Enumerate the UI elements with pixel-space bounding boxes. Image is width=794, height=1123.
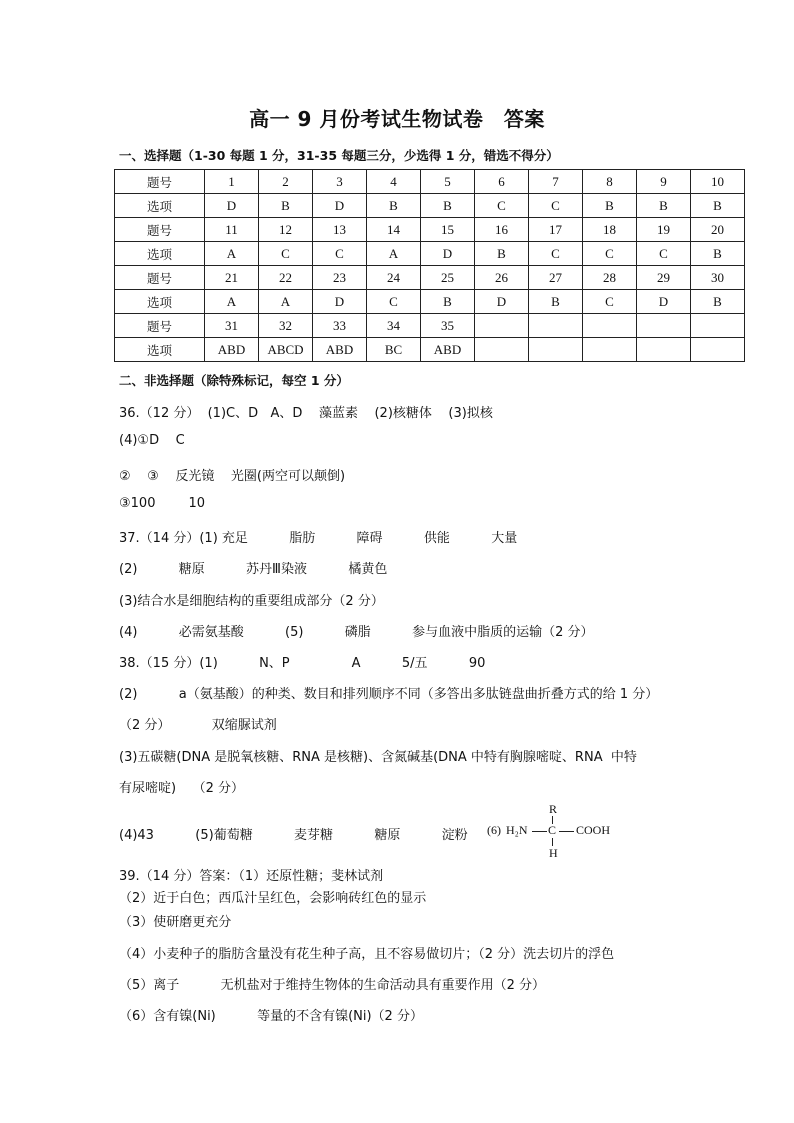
answer-cell: D	[637, 290, 691, 314]
table-row-answer	[115, 290, 745, 314]
answer-cell: ABCD	[259, 338, 313, 362]
row-label-answer: 选项	[115, 242, 205, 266]
question-number-cell	[583, 314, 637, 338]
answer-cell: B	[691, 242, 745, 266]
question-number-cell	[529, 314, 583, 338]
table-row-question	[115, 218, 745, 242]
answer-cell: C	[475, 194, 529, 218]
row-label-question: 题号	[115, 170, 205, 194]
answer-cell: C	[313, 242, 367, 266]
answer-cell: B	[691, 194, 745, 218]
answer-line-37-1: 37.（14 分）(1) 充足 脂肪 障碍 供能 大量	[119, 531, 518, 546]
table-row-answer	[115, 194, 745, 218]
answer-line-38-5: 有尿嘧啶) （2 分）	[119, 781, 245, 796]
answer-cell: C	[529, 242, 583, 266]
section-heading-choice: 一、选择题（1-30 每题 1 分，31-35 每题三分，少选得 1 分，错选不得分）	[119, 148, 559, 163]
question-number-cell: 31	[205, 314, 259, 338]
answer-cell: BC	[367, 338, 421, 362]
answer-cell: C	[367, 290, 421, 314]
row-label-answer: 选项	[115, 290, 205, 314]
question-number-cell: 5	[421, 170, 475, 194]
answer-line-38-6: (4)43 (5)葡萄糖 麦芽糖 糖原 淀粉	[119, 828, 468, 843]
question-number-cell: 22	[259, 266, 313, 290]
answer-cell: C	[259, 242, 313, 266]
row-label-question: 题号	[115, 314, 205, 338]
answer-cell: D	[475, 290, 529, 314]
row-label-answer: 选项	[115, 194, 205, 218]
answer-cell: C	[583, 290, 637, 314]
answer-line-39-4: （4）小麦种子的脂肪含量没有花生种子高，且不容易做切片；（2 分）洗去切片的浮色	[119, 947, 615, 962]
answer-table	[114, 169, 745, 362]
question-number-cell: 29	[637, 266, 691, 290]
answer-cell: B	[421, 194, 475, 218]
answer-line-38-4: (3)五碳糖(DNA 是脱氧核糖、RNA 是核糖)、含氮碱基(DNA 中特有胸腺嘧啶、RNA 中特	[119, 750, 637, 765]
question-number-cell: 2	[259, 170, 313, 194]
question-number-cell: 9	[637, 170, 691, 194]
question-number-cell: 10	[691, 170, 745, 194]
answer-cell: D	[313, 194, 367, 218]
answer-cell	[583, 338, 637, 362]
row-label-question: 题号	[115, 266, 205, 290]
question-number-cell: 17	[529, 218, 583, 242]
answer-cell	[475, 338, 529, 362]
question-number-cell	[691, 314, 745, 338]
table-row-question	[115, 314, 745, 338]
formula-carboxyl-group: COOH	[576, 823, 611, 837]
table-row-answer	[115, 338, 745, 362]
question-number-cell: 18	[583, 218, 637, 242]
row-label-answer: 选项	[115, 338, 205, 362]
table-row-question	[115, 170, 745, 194]
question-number-cell: 20	[691, 218, 745, 242]
answer-cell: A	[259, 290, 313, 314]
table-row-question	[115, 266, 745, 290]
answer-line-37-4: (4) 必需氨基酸 (5) 磷脂 参与血液中脂质的运输（2 分）	[119, 625, 594, 640]
answer-line-36-3: ② ③ 反光镜 光圈(两空可以颠倒)	[119, 469, 346, 484]
question-number-cell: 28	[583, 266, 637, 290]
answer-cell: C	[637, 242, 691, 266]
question-number-cell: 16	[475, 218, 529, 242]
answer-cell: B	[259, 194, 313, 218]
page-title: 高一 9 月份考试生物试卷 答案	[249, 107, 545, 131]
section-heading-nonchoice: 二、非选择题（除特殊标记，每空 1 分）	[119, 373, 349, 388]
question-number-cell: 13	[313, 218, 367, 242]
answer-line-39-6: （6）含有镍(Ni) 等量的不含有镍(Ni)（2 分）	[119, 1009, 423, 1024]
question-number-cell: 1	[205, 170, 259, 194]
question-number-cell: 26	[475, 266, 529, 290]
question-number-cell: 6	[475, 170, 529, 194]
answer-cell: ABD	[313, 338, 367, 362]
answer-cell: D	[205, 194, 259, 218]
answer-line-36-2: (4)①D C	[119, 433, 185, 448]
question-number-cell: 21	[205, 266, 259, 290]
answer-line-36-1: 36.（12 分） (1)C、D A、D 藻蓝素 (2)核糖体 (3)拟核	[119, 406, 493, 421]
answer-line-37-3: (3)结合水是细胞结构的重要组成部分（2 分）	[119, 594, 384, 609]
answer-cell	[529, 338, 583, 362]
question-number-cell: 30	[691, 266, 745, 290]
question-number-cell: 8	[583, 170, 637, 194]
answer-cell	[637, 338, 691, 362]
answer-cell: B	[583, 194, 637, 218]
question-number-cell: 14	[367, 218, 421, 242]
formula-bond-left	[532, 831, 547, 832]
answer-cell: ABD	[205, 338, 259, 362]
answer-cell: D	[313, 290, 367, 314]
answer-cell: ABD	[421, 338, 475, 362]
formula-alpha-carbon: C	[548, 823, 557, 837]
formula-hydrogen: H	[549, 846, 558, 860]
answer-cell: C	[583, 242, 637, 266]
answer-cell: B	[529, 290, 583, 314]
question-number-cell: 12	[259, 218, 313, 242]
formula-bond-bottom	[552, 838, 553, 846]
question-number-cell: 35	[421, 314, 475, 338]
answer-line-38-1: 38.（15 分）(1) N、P A 5/五 90	[119, 656, 486, 671]
question-number-cell: 24	[367, 266, 421, 290]
formula-bond-right	[559, 831, 574, 832]
amino-acid-formula	[487, 800, 637, 862]
question-number-cell: 3	[313, 170, 367, 194]
row-label-question: 题号	[115, 218, 205, 242]
answer-cell: A	[205, 290, 259, 314]
question-number-cell: 25	[421, 266, 475, 290]
question-number-cell: 27	[529, 266, 583, 290]
question-number-cell	[637, 314, 691, 338]
formula-prefix: (6)	[487, 823, 501, 837]
question-number-cell: 32	[259, 314, 313, 338]
question-number-cell	[475, 314, 529, 338]
answer-line-38-3: （2 分） 双缩脲试剂	[119, 718, 277, 733]
answer-cell: B	[421, 290, 475, 314]
answer-line-36-4: ③100 10	[119, 496, 206, 511]
answer-cell: C	[529, 194, 583, 218]
answer-line-39-5: （5）离子 无机盐对于维持生物体的生命活动具有重要作用（2 分）	[119, 978, 545, 993]
answer-cell: B	[367, 194, 421, 218]
question-number-cell: 23	[313, 266, 367, 290]
answer-line-37-2: (2) 糖原 苏丹Ⅲ染液 橘黄色	[119, 562, 388, 577]
formula-amino-group: H₂N	[506, 823, 528, 837]
question-number-cell: 33	[313, 314, 367, 338]
answer-cell: B	[691, 290, 745, 314]
answer-cell	[691, 338, 745, 362]
answer-line-38-2: (2) a（氨基酸）的种类、数目和排列顺序不同（多答出多肽链盘曲折叠方式的给 1 分）	[119, 687, 659, 702]
answer-cell: B	[475, 242, 529, 266]
answer-cell: B	[637, 194, 691, 218]
answer-line-39-2: （2）近于白色；西瓜汁呈红色，会影响砖红色的显示	[119, 891, 427, 906]
answer-line-39-3: （3）使研磨更充分	[119, 915, 232, 930]
formula-r-group: R	[549, 802, 558, 816]
answer-cell: A	[367, 242, 421, 266]
question-number-cell: 19	[637, 218, 691, 242]
question-number-cell: 11	[205, 218, 259, 242]
answer-line-39-1: 39.（14 分）答案：（1）还原性糖；斐林试剂	[119, 869, 384, 884]
question-number-cell: 15	[421, 218, 475, 242]
table-row-answer	[115, 242, 745, 266]
question-number-cell: 34	[367, 314, 421, 338]
question-number-cell: 7	[529, 170, 583, 194]
answer-cell: D	[421, 242, 475, 266]
answer-cell: A	[205, 242, 259, 266]
question-number-cell: 4	[367, 170, 421, 194]
